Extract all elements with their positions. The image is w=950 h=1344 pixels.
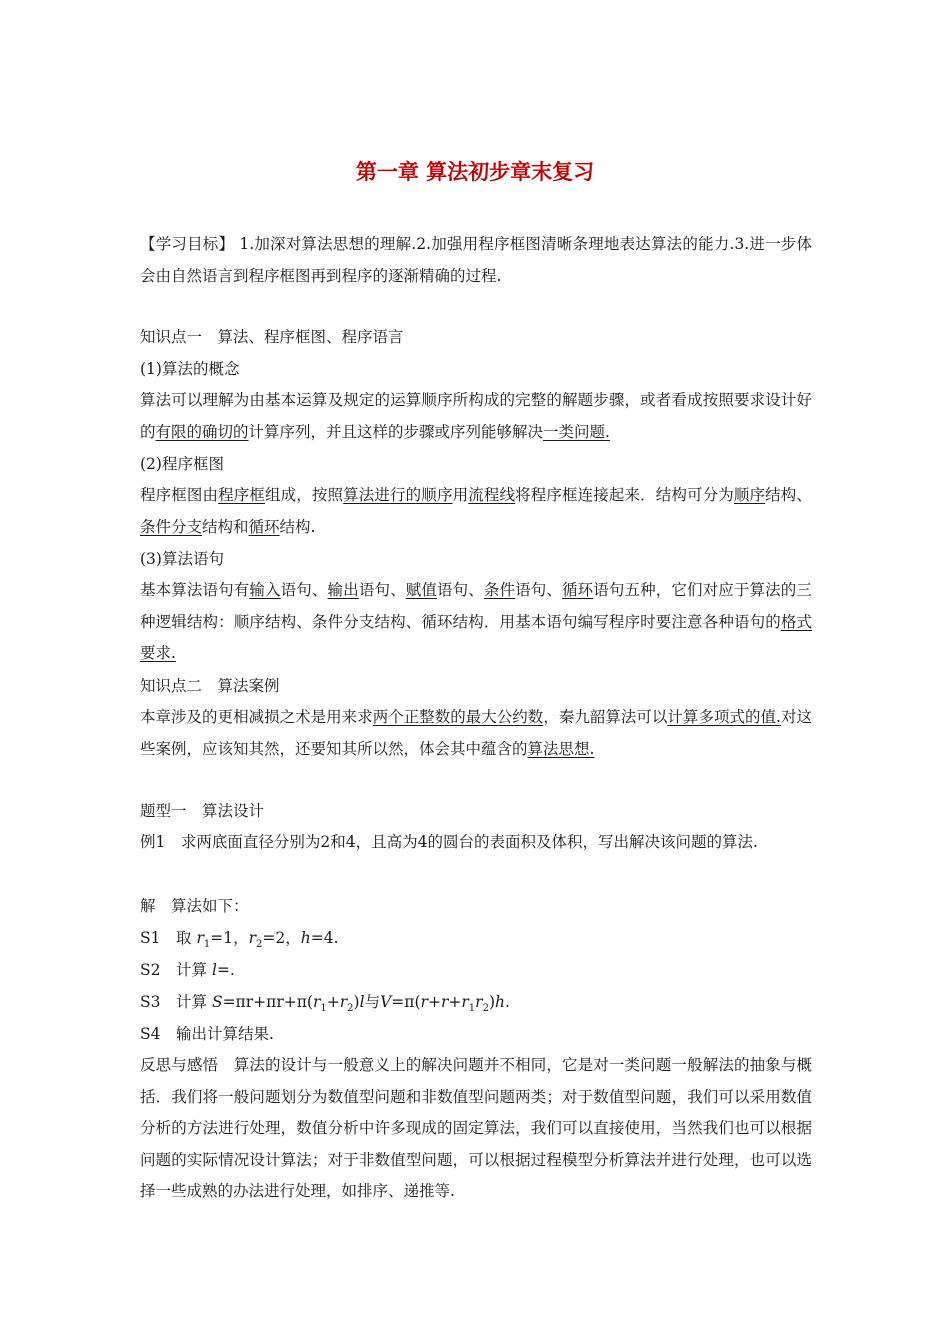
blank-answer: 算法进行的顺序 — [343, 486, 453, 504]
blank-answer: 赋值 — [405, 581, 437, 599]
blank-answer: 程序框 — [218, 486, 266, 504]
step-s3: S3 计算 $S=\pi r+\pi r+\pi(r_1+r_2)l$与$V=\pi(r+r+r_1r_2)h$. — [140, 993, 510, 1015]
objectives-label: 【学习目标】 — [140, 235, 235, 253]
blank-answer: 算法思想. — [527, 739, 595, 758]
blank-answer: 计算多项式的值. — [667, 708, 781, 726]
blank-answer: 一类问题. — [543, 422, 610, 441]
solution-line: 解 算法如下： — [140, 897, 249, 915]
reflection-text: 算法的设计与一般意义上的解决问题并不相同，它是对一类问题一般解法的抽象与概括．我们将一般问题划分为数值型问题和非数值型问题两类；对于数值型问题，我们可以采用数值分析的方法进行处理，数值分析中许多现成的固定算法，我们可以直接使用，当然我们也可以根据问题的实际情况设计算法；对于非数值型问题，可以根据过程模型分析算法并进行处理，也可以选择一些成熟的办法进行处理，如排序、递推等. — [140, 1056, 812, 1200]
blank-answer: 顺序 — [733, 486, 766, 504]
kp2-paragraph: 本章涉及的更相减损之术是用来求两个正整数的最大公约数，秦九韶算法可以计算多项式的值.对这些案例，应该知其然，还要知其所以然，体会其中蕴含的算法思想. — [140, 708, 812, 758]
objectives-text: 1.加深对算法思想的理解.2.加强用程序框图清晰条理地表达算法的能力.3.进一步体会由自然语言到程序框图再到程序的逐渐精确的过程. — [140, 235, 812, 285]
step-s2: S2 计算 l=. — [140, 961, 235, 979]
blank-answer: 流程线 — [468, 486, 516, 504]
reflection-paragraph — [140, 1050, 812, 1208]
blank-answer: 条件分支 — [140, 517, 203, 536]
kp1-s2-paragraph: 程序框图由程序框组成，按照算法进行的顺序用流程线将程序框连接起来．结构可分为顺序结构、条件分支结构和循环结构. — [140, 486, 812, 536]
step-s1: S1 取 $r_1=1$，$r_2=2$，h=4. — [140, 929, 339, 951]
example-1 — [140, 827, 812, 859]
blank-answer: 条件 — [483, 581, 516, 599]
example-text: 求两底面直径分别为2和4，且高为4的圆台的表面积及体积，写出解决该问题的算法. — [180, 833, 758, 851]
kp1-s1-paragraph: 算法可以理解为由基本运算及规定的运算顺序所构成的完整的解题步骤，或者看成按照要求设计好的有限的确切的计算序列，并且这样的步骤或序列能够解决一类问题. — [140, 391, 812, 441]
blank-answer: 格式要求. — [140, 612, 812, 662]
page-title: 第一章 算法初步章末复习 — [355, 160, 595, 184]
learning-objectives — [140, 229, 812, 292]
example-label: 例1 — [140, 833, 166, 851]
kp1-s3-paragraph: 基本算法语句有输入语句、输出语句、赋值语句、条件语句、循环语句五种，它们对应于算法的三种逻辑结构：顺序结构、条件分支结构、循环结构．用基本语句编写程序时要注意各种语句的格式要求. — [140, 581, 812, 662]
blank-answer: 有限的确切的 — [155, 422, 249, 441]
kp1-s3-title: (3)算法语句 — [140, 550, 224, 568]
kp1-s2-title: (2)程序框图 — [140, 455, 224, 473]
reflection-label: 反思与感悟 — [140, 1056, 219, 1074]
blank-answer: 输入 — [249, 581, 281, 599]
kp2-heading: 知识点二 算法案例 — [140, 677, 280, 695]
blank-answer: 循环 — [248, 517, 280, 536]
kp1-heading: 知识点一 算法、程序框图、程序语言 — [140, 328, 404, 346]
blank-answer: 两个正整数的最大公约数 — [372, 708, 544, 726]
blank-answer: 输出 — [327, 581, 359, 599]
blank-answer: 循环 — [562, 581, 594, 599]
kp1-s1-title: (1)算法的概念 — [140, 360, 240, 378]
type1-heading: 题型一 算法设计 — [140, 802, 265, 820]
step-s4: S4 输出计算结果. — [140, 1025, 274, 1043]
